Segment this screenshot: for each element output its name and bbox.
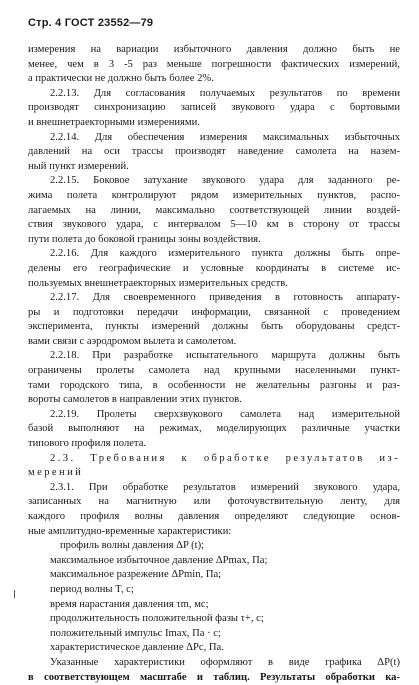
text-line: лагаемых на линии, максимально соответствующей линии воздей- <box>28 204 400 216</box>
paragraph-2-2-15: 2.2.15. Боковое затухание звукового удара для заданного ре- <box>50 175 400 187</box>
list-item: характеристическое давление ΔPc, Па. <box>50 642 224 654</box>
margin-mark <box>14 590 15 598</box>
text-line: производят синхронизацию записей звукового удара с бортовыми <box>28 102 400 114</box>
text-line: менее, чем в 3 -5 раз меньше погрешности фактических измерений, <box>28 58 400 70</box>
text-line: тами городского типа, в особенности не желательны разгоны и раз- <box>28 379 400 391</box>
list-item: период волны T, с; <box>50 583 134 595</box>
text-line: давлений на оси трассы производят наведение самолета на назем- <box>28 146 400 158</box>
text-line: базой выполняют на режимах, моделирующих различные участки <box>28 423 400 435</box>
text-line: измерения на вариации избыточного давления должно быть не <box>28 44 400 55</box>
text-line: типового профиля полета. <box>28 438 147 450</box>
section-heading-2-3: 2.3. Требования к обработке результатов из- <box>50 452 400 464</box>
paragraph-2-2-16: 2.2.16. Для каждого измерительного пункта должны быть опре- <box>50 248 400 260</box>
list-item: максимальное избыточное давление ΔPmax, Па; <box>50 554 268 566</box>
list-item: максимальное разрежение ΔPmin, Па; <box>50 569 222 581</box>
document-body <box>28 43 400 685</box>
text-line: ограничены пролеты самолета над крупными населенными пункт- <box>28 365 400 377</box>
text-line: ствия звукового удара, с интервалом 5—10 км в сторону от трассы <box>28 219 400 231</box>
text-line: эксперимента, пункты измерений должны быть оборудованы средст- <box>28 321 400 333</box>
text-line: записанных на магнитную или фоточувствительную ленту, для <box>28 496 400 508</box>
section-heading-2-3-cont: мерений <box>28 467 84 479</box>
list-item: положительный импульс Imax, Па · с; <box>50 627 221 639</box>
text-line: а практически не должно быть более 2%. <box>28 73 214 85</box>
text-line: пути полета до боковой границы зоны воздействия. <box>28 233 261 245</box>
text-line: ры и подготовки передачи информации, связанной с проведением <box>28 306 400 318</box>
paragraph-2-2-19: 2.2.19. Пролеты сверхзвукового самолета над измерительной <box>50 408 400 420</box>
text-line: в соответствующем масштабе и таблиц. Результаты обработки ка- <box>28 671 400 683</box>
page-header: Стр. 4 ГОСТ 23552—79 <box>28 17 154 29</box>
text-line: ные амплитудно-временные характеристики: <box>28 525 232 537</box>
text-line: вами связи с аэродромом вылета и самолетом. <box>28 335 237 347</box>
text-line: Указанные характеристики оформляют в виде графика ΔP(t) <box>50 656 400 668</box>
paragraph-2-2-18: 2.2.18. При разработке испытательного маршрута должны быть <box>50 350 400 362</box>
list-item: продолжительность положительной фазы τ+, с; <box>50 613 264 625</box>
paragraph-2-3-1: 2.3.1. При обработке результатов измерений звукового удара, <box>50 481 400 493</box>
text-line: вороты самолетов в направлении этих пунктов. <box>28 394 242 406</box>
text-line: каждого профиля волны давления определяют следующие основ- <box>28 511 400 522</box>
list-item: профиль волны давления ΔP (t); <box>60 540 205 552</box>
text-line: ный пункт измерений. <box>28 160 129 172</box>
list-item: время нарастания давления τm, мс; <box>50 598 209 610</box>
paragraph-2-2-14: 2.2.14. Для обеспечения измерения максимальных избыточных <box>50 131 400 143</box>
text-line: делены его географические и условные координаты в системе ис- <box>28 262 400 274</box>
paragraph-2-2-17: 2.2.17. Для своевременного приведения в готовность аппарату- <box>50 292 400 304</box>
paragraph-2-2-13: 2.2.13. Для согласования получаемых результатов по времени <box>50 87 400 99</box>
text-line: и внешнетраекторными измерениями. <box>28 116 200 128</box>
text-line: пользуемых внешнетраекторных измерительных средств. <box>28 277 288 289</box>
text-line: жима полета контролируют рядом измерительных пунктов, распо- <box>28 189 400 201</box>
